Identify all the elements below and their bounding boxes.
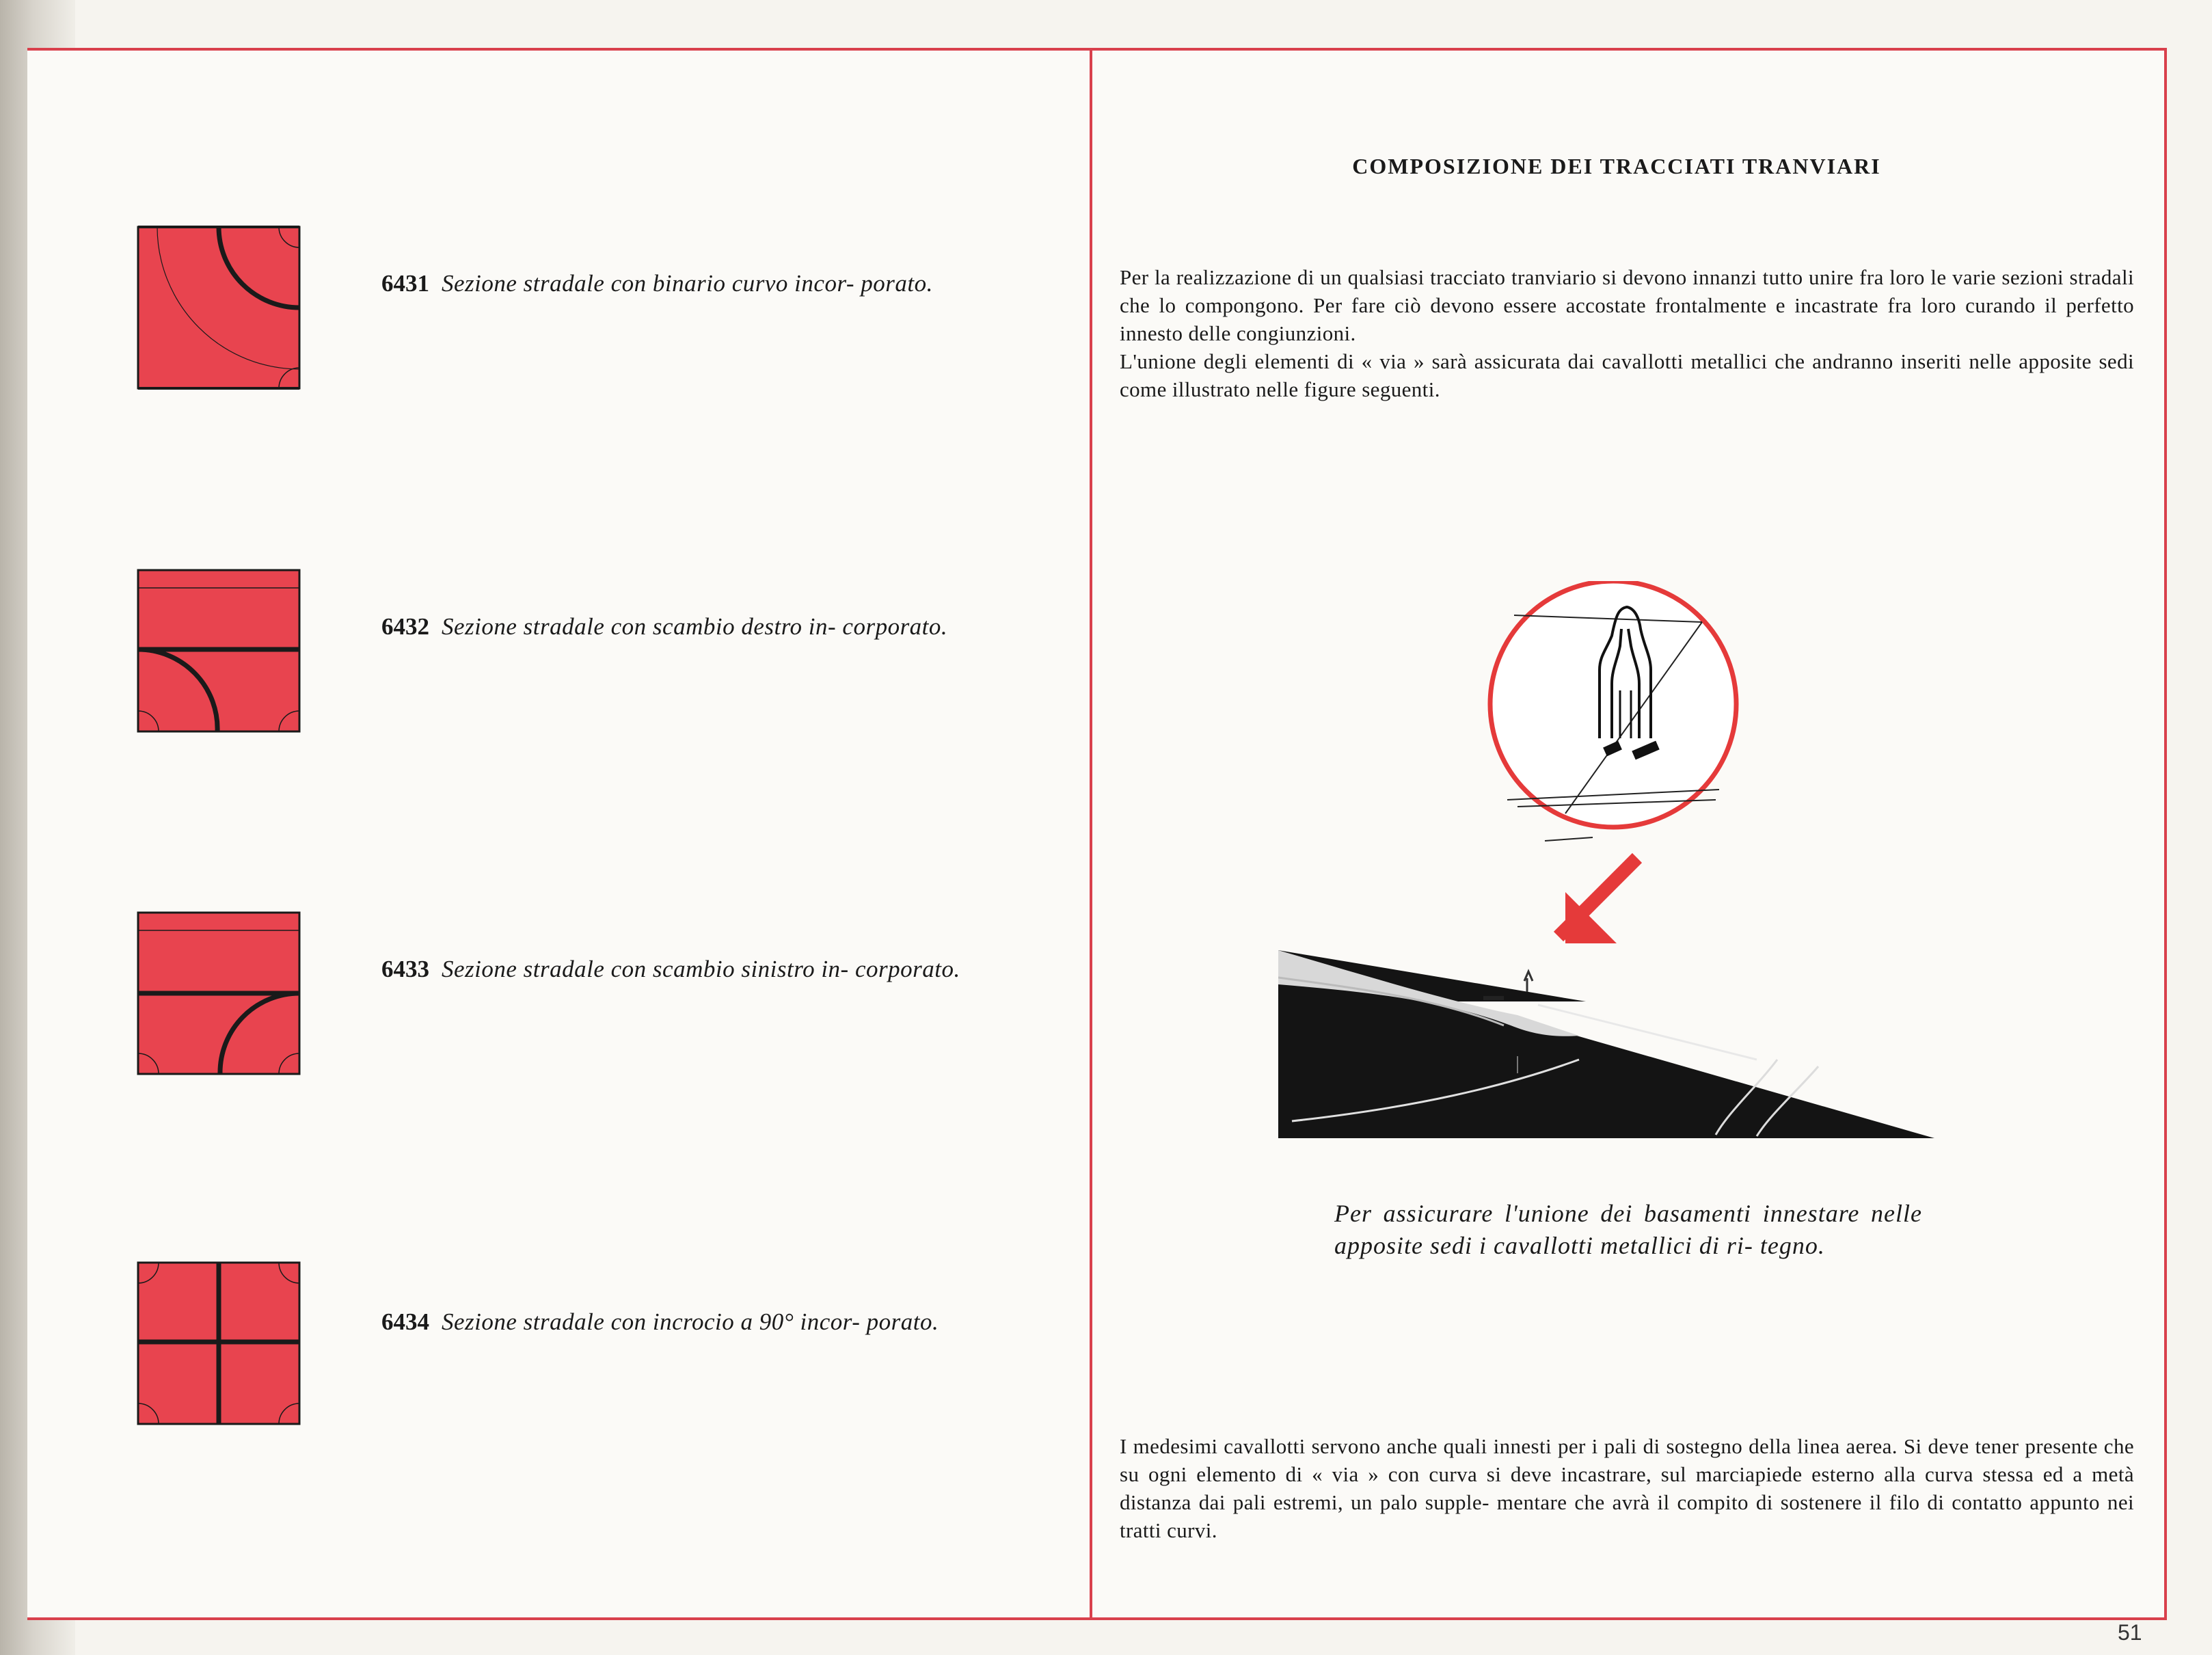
section-heading: COMPOSIZIONE DEI TRACCIATI TRANVIARI xyxy=(1352,154,1881,178)
curved-track-tile-icon xyxy=(137,226,301,390)
item-caption xyxy=(381,954,983,985)
item-code: 6431 xyxy=(381,270,429,297)
frame-right-line xyxy=(2164,48,2167,1620)
frame-top-line xyxy=(27,48,2167,51)
catalog-item-6431 xyxy=(137,226,1025,396)
item-description: Sezione stradale con incrocio a 90° incor- porato. xyxy=(442,1308,939,1335)
catalog-item-6433 xyxy=(137,911,1025,1082)
catalog-item-6434 xyxy=(137,1261,1025,1432)
item-caption xyxy=(381,268,983,299)
item-description: Sezione stradale con scambio sinistro in- corporato. xyxy=(442,956,960,982)
intro-text-2: L'unione degli elementi di « via » sarà assicurata dai cavallotti metallici che andranno inseriti nelle apposite sedi come illustrato nelle figure seguenti. xyxy=(1120,349,2134,401)
item-code: 6434 xyxy=(381,1308,429,1335)
item-description: Sezione stradale con binario curvo incor- porato. xyxy=(442,270,933,297)
clip-illustration xyxy=(1278,581,1962,1162)
item-code: 6432 xyxy=(381,613,429,640)
left-switch-tile-icon xyxy=(137,911,301,1075)
crossing-tile-icon xyxy=(137,1261,301,1425)
item-caption xyxy=(381,611,983,643)
intro-text-1: Per la realizzazione di un qualsiasi tracciato tranviario si devono innanzi tutto unire fra loro le varie sezioni stradali che lo compongono. Per fare ciò devono essere accostate frontalmente e incastrate fra loro curando il perfetto innesto delle congiunzioni. xyxy=(1120,265,2134,345)
road-base-illustration xyxy=(1278,950,1934,1138)
item-caption xyxy=(381,1306,983,1338)
item-code: 6433 xyxy=(381,956,429,982)
intro-paragraph xyxy=(1120,263,2134,403)
frame-center-divider xyxy=(1090,48,1092,1620)
right-switch-tile-icon xyxy=(137,569,301,733)
figure-caption: Per assicurare l'unione dei basamenti innestare nelle apposite sedi i cavallotti metallici di ri- tegno. xyxy=(1334,1200,1922,1259)
frame-bottom-line xyxy=(27,1617,2167,1620)
page-number: 51 xyxy=(2118,1620,2142,1645)
red-arrow-icon xyxy=(1559,858,1637,943)
closing-paragraph: I medesimi cavallotti servono anche quali innesti per i pali di sostegno della linea aerea. Si deve tener presente che su ogni elemento di « via » con curva si deve incastrare, sul marciapiede esterno alla curva stessa ed a metà distanza dai pali estremi, un palo supple- mentare che avrà il compito di sostenere il filo di contatto appunto nei tratti curvi. xyxy=(1120,1434,2134,1542)
catalog-item-6432 xyxy=(137,569,1025,740)
magnified-clip-detail xyxy=(1490,581,1736,841)
item-description: Sezione stradale con scambio destro in- corporato. xyxy=(442,613,948,640)
